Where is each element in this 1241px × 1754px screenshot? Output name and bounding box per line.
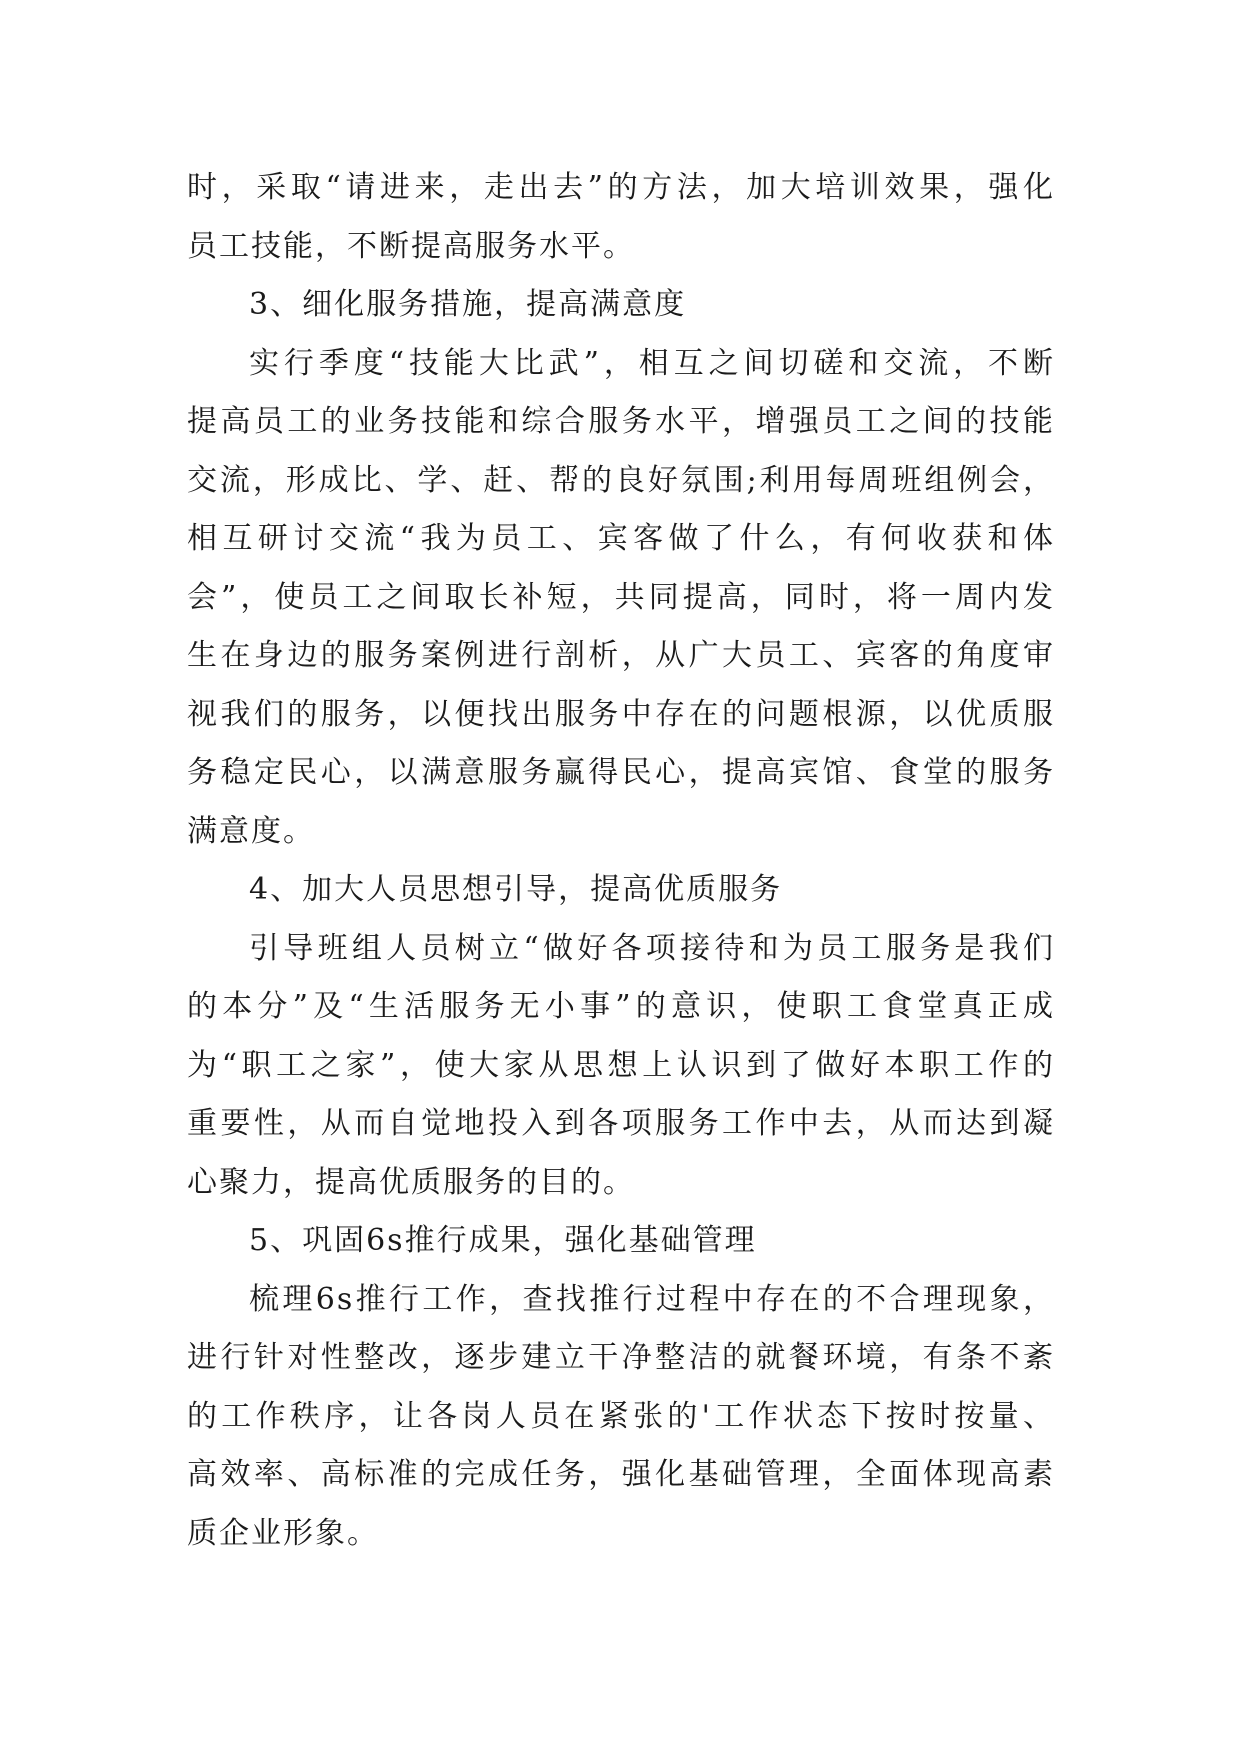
- text-line: 会”，使员工之间取长补短，共同提高，同时，将一周内发: [187, 579, 1055, 615]
- section-heading: 4、加大人员思想引导，提高优质服务: [249, 872, 783, 907]
- text-line: 质企业形象。: [187, 1515, 379, 1551]
- text-line: 提高员工的业务技能和综合服务水平，增强员工之间的技能: [187, 404, 1055, 439]
- text-line: 实行季度“技能大比武”，相互之间切磋和交流，不断: [249, 345, 1055, 381]
- text-line: 务稳定民心，以满意服务赢得民心，提高宾馆、食堂的服务: [187, 755, 1055, 790]
- text-line: 引导班组人员树立“做好各项接待和为员工服务是我们: [249, 930, 1055, 966]
- section-heading: 5、巩固6s推行成果，强化基础管理: [249, 1223, 757, 1258]
- text-line: 心聚力，提高优质服务的目的。: [187, 1164, 635, 1200]
- text-line: 相互研讨交流“我为员工、宾客做了什么，有何收获和体: [187, 521, 1055, 556]
- text-line: 进行针对性整改，逐步建立干净整洁的就餐环境，有条不紊: [187, 1340, 1055, 1375]
- text-line: 的本分”及“生活服务无小事”的意识，使职工食堂真正成: [187, 989, 1055, 1024]
- text-line: 交流，形成比、学、赶、帮的良好氛围;利用每周班组例会，: [187, 462, 1055, 498]
- section-heading: 3、细化服务措施，提高满意度: [249, 287, 687, 322]
- text-line: 重要性，从而自觉地投入到各项服务工作中去，从而达到凝: [187, 1106, 1055, 1141]
- text-line: 时，采取“请进来，走出去”的方法，加大培训效果，强化: [187, 170, 1055, 205]
- text-line: 为“职工之家”，使大家从思想上认识到了做好本职工作的: [187, 1047, 1055, 1083]
- text-line: 生在身边的服务案例进行剖析，从广大员工、宾客的角度审: [187, 638, 1055, 673]
- text-line: 的工作秩序，让各岗人员在紧张的'工作状态下按时按量、: [187, 1398, 1055, 1434]
- text-line: 梳理6s推行工作，查找推行过程中存在的不合理现象，: [249, 1281, 1055, 1317]
- text-line: 高效率、高标准的完成任务，强化基础管理，全面体现高素: [187, 1457, 1055, 1492]
- document-body: [187, 159, 1055, 1563]
- text-line: 视我们的服务，以便找出服务中存在的问题根源，以优质服: [187, 696, 1055, 732]
- text-line: 员工技能，不断提高服务水平。: [187, 228, 635, 264]
- text-line: 满意度。: [187, 813, 315, 849]
